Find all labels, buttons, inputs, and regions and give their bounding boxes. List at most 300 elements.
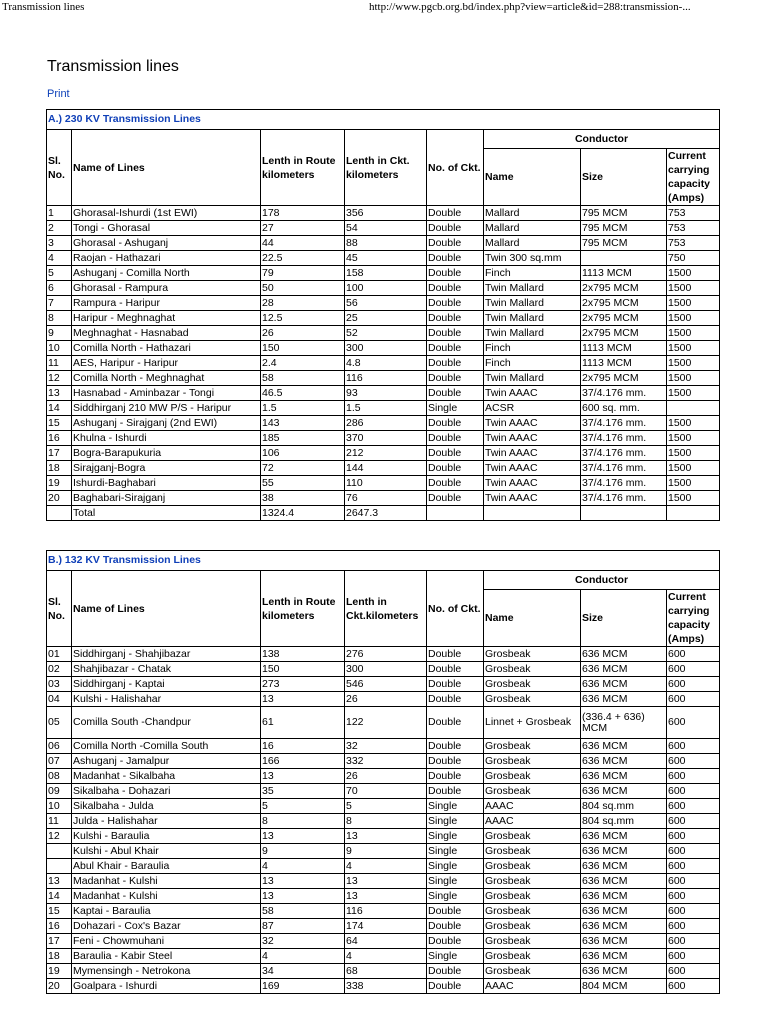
cell-sl-no: 05 — [47, 707, 72, 739]
cell-no-of-ckt: Double — [427, 784, 484, 799]
cell-sl-no: 3 — [47, 236, 72, 251]
cell-conductor-name: Finch — [484, 356, 581, 371]
cell-size: 636 MCM — [581, 949, 667, 964]
cell-conductor-name: Twin AAAC — [484, 386, 581, 401]
cell-no-of-ckt: Single — [427, 401, 484, 416]
cell-sl-no: 13 — [47, 874, 72, 889]
header-size: Size — [581, 149, 667, 206]
cell-ckt-km: 174 — [345, 919, 427, 934]
cell-line-name: Rampura - Haripur — [72, 296, 261, 311]
cell-capacity: 600 — [667, 874, 720, 889]
cell-line-name: Kulshi - Baraulia — [72, 829, 261, 844]
table-132kv-wrapper — [46, 550, 720, 994]
table-row — [47, 844, 720, 859]
cell-ckt-km: 300 — [345, 662, 427, 677]
table-row — [47, 476, 720, 491]
table-row — [47, 889, 720, 904]
cell-route-km: 150 — [261, 341, 345, 356]
cell-ckt-km: 13 — [345, 889, 427, 904]
cell-ckt-km: 9 — [345, 844, 427, 859]
cell-conductor-name: Twin Mallard — [484, 281, 581, 296]
cell-sl-no: 20 — [47, 979, 72, 994]
cell-route-km: 13 — [261, 874, 345, 889]
table-row — [47, 934, 720, 949]
cell-conductor-name: Twin Mallard — [484, 296, 581, 311]
cell-no-of-ckt: Double — [427, 677, 484, 692]
cell-no-of-ckt: Double — [427, 341, 484, 356]
cell-no-of-ckt: Double — [427, 979, 484, 994]
cell-line-name: Madanhat - Kulshi — [72, 889, 261, 904]
section-title-230kv: A.) 230 KV Transmission Lines — [47, 110, 720, 130]
table-row — [47, 221, 720, 236]
cell-conductor-name: Grosbeak — [484, 769, 581, 784]
cell-line-name: Raojan - Hathazari — [72, 251, 261, 266]
cell-conductor-name: Grosbeak — [484, 859, 581, 874]
header-route-km: Lenth in Route kilometers — [261, 571, 345, 647]
cell-size: 804 sq.mm — [581, 814, 667, 829]
cell-route-km: 1.5 — [261, 401, 345, 416]
cell-sl-no: 14 — [47, 889, 72, 904]
table-row — [47, 707, 720, 739]
cell-conductor-name: Twin Mallard — [484, 326, 581, 341]
cell-sl-no: 10 — [47, 799, 72, 814]
cell-no-of-ckt: Single — [427, 889, 484, 904]
cell-ckt-km: 100 — [345, 281, 427, 296]
cell-ckt-km: 276 — [345, 647, 427, 662]
cell-route-km: 44 — [261, 236, 345, 251]
table-row — [47, 829, 720, 844]
cell-capacity: 1500 — [667, 386, 720, 401]
cell-route-km: 1324.4 — [261, 506, 345, 521]
cell-size: 636 MCM — [581, 739, 667, 754]
cell-ckt-km: 45 — [345, 251, 427, 266]
cell-line-name: Kulshi - Halishahar — [72, 692, 261, 707]
header-name-of-lines: Name of Lines — [72, 571, 261, 647]
cell-route-km: 106 — [261, 446, 345, 461]
cell-line-name: Sikalbaha - Julda — [72, 799, 261, 814]
cell-ckt-km: 212 — [345, 446, 427, 461]
cell-ckt-km: 144 — [345, 461, 427, 476]
print-header — [0, 0, 768, 14]
cell-conductor-name: Mallard — [484, 236, 581, 251]
cell-no-of-ckt — [427, 506, 484, 521]
cell-capacity: 600 — [667, 919, 720, 934]
header-capacity: Current carrying capacity (Amps) — [667, 590, 720, 647]
cell-conductor-name: AAAC — [484, 979, 581, 994]
cell-line-name: Comilla North - Meghnaghat — [72, 371, 261, 386]
cell-ckt-km: 370 — [345, 431, 427, 446]
cell-sl-no: 20 — [47, 491, 72, 506]
cell-conductor-name: Grosbeak — [484, 754, 581, 769]
cell-ckt-km: 26 — [345, 692, 427, 707]
cell-no-of-ckt: Double — [427, 769, 484, 784]
cell-conductor-name: Finch — [484, 266, 581, 281]
table-row — [47, 356, 720, 371]
table-row — [47, 281, 720, 296]
table-row — [47, 311, 720, 326]
table-row — [47, 341, 720, 356]
cell-size: 804 MCM — [581, 979, 667, 994]
cell-ckt-km: 2647.3 — [345, 506, 427, 521]
cell-capacity: 1500 — [667, 311, 720, 326]
cell-line-name: Bogra-Barapukuria — [72, 446, 261, 461]
cell-sl-no: 6 — [47, 281, 72, 296]
cell-route-km: 22.5 — [261, 251, 345, 266]
header-size: Size — [581, 590, 667, 647]
cell-conductor-name: Mallard — [484, 221, 581, 236]
cell-route-km: 58 — [261, 904, 345, 919]
cell-sl-no: 9 — [47, 326, 72, 341]
cell-capacity: 1500 — [667, 356, 720, 371]
cell-conductor-name: Finch — [484, 341, 581, 356]
cell-size: 37/4.176 mm. — [581, 431, 667, 446]
header-no-of-ckt: No. of Ckt. — [427, 571, 484, 647]
cell-no-of-ckt: Double — [427, 647, 484, 662]
cell-no-of-ckt: Double — [427, 296, 484, 311]
cell-line-name: Julda - Halishahar — [72, 814, 261, 829]
cell-conductor-name: Grosbeak — [484, 739, 581, 754]
cell-sl-no: 19 — [47, 476, 72, 491]
cell-conductor-name: Grosbeak — [484, 829, 581, 844]
header-sl-no: Sl. No. — [47, 571, 72, 647]
cell-sl-no: 15 — [47, 904, 72, 919]
table-row — [47, 506, 720, 521]
cell-line-name: Ghorasal-Ishurdi (1st EWI) — [72, 206, 261, 221]
cell-size: 1113 MCM — [581, 266, 667, 281]
cell-size: 37/4.176 mm. — [581, 446, 667, 461]
cell-capacity: 1500 — [667, 266, 720, 281]
cell-ckt-km: 76 — [345, 491, 427, 506]
section-title-row — [47, 551, 720, 571]
cell-sl-no: 16 — [47, 919, 72, 934]
cell-capacity: 1500 — [667, 476, 720, 491]
cell-capacity: 600 — [667, 707, 720, 739]
cell-ckt-km: 110 — [345, 476, 427, 491]
cell-line-name: Goalpara - Ishurdi — [72, 979, 261, 994]
cell-no-of-ckt: Double — [427, 739, 484, 754]
header-capacity: Current carrying capacity (Amps) — [667, 149, 720, 206]
cell-line-name: Comilla North - Hathazari — [72, 341, 261, 356]
cell-no-of-ckt: Single — [427, 949, 484, 964]
cell-no-of-ckt: Double — [427, 707, 484, 739]
cell-route-km: 273 — [261, 677, 345, 692]
cell-route-km: 9 — [261, 844, 345, 859]
cell-conductor-name: Grosbeak — [484, 874, 581, 889]
table-132kv — [46, 550, 720, 994]
cell-size: 636 MCM — [581, 919, 667, 934]
cell-no-of-ckt: Double — [427, 251, 484, 266]
header-no-of-ckt: No. of Ckt. — [427, 130, 484, 206]
cell-line-name: Ashuganj - Jamalpur — [72, 754, 261, 769]
cell-route-km: 8 — [261, 814, 345, 829]
cell-no-of-ckt: Double — [427, 431, 484, 446]
cell-ckt-km: 158 — [345, 266, 427, 281]
cell-capacity: 600 — [667, 754, 720, 769]
cell-conductor-name: AAAC — [484, 814, 581, 829]
table-230kv-wrapper — [46, 109, 720, 521]
cell-no-of-ckt: Double — [427, 386, 484, 401]
cell-sl-no: 11 — [47, 356, 72, 371]
cell-size: 2x795 MCM — [581, 281, 667, 296]
table-row — [47, 979, 720, 994]
cell-ckt-km: 26 — [345, 769, 427, 784]
cell-route-km: 58 — [261, 371, 345, 386]
table-row — [47, 431, 720, 446]
cell-ckt-km: 4.8 — [345, 356, 427, 371]
cell-no-of-ckt: Single — [427, 829, 484, 844]
cell-route-km: 27 — [261, 221, 345, 236]
cell-sl-no: 12 — [47, 829, 72, 844]
cell-ckt-km: 338 — [345, 979, 427, 994]
cell-size: 37/4.176 mm. — [581, 491, 667, 506]
cell-line-name: Dohazari - Cox's Bazar — [72, 919, 261, 934]
table-row — [47, 326, 720, 341]
cell-no-of-ckt: Double — [427, 371, 484, 386]
table-row — [47, 754, 720, 769]
cell-conductor-name: Grosbeak — [484, 647, 581, 662]
cell-no-of-ckt: Single — [427, 859, 484, 874]
cell-conductor-name — [484, 506, 581, 521]
header-url: http://www.pgcb.org.bd/index.php?view=article&id=288:transmission-... — [369, 1, 691, 13]
cell-capacity: 600 — [667, 844, 720, 859]
cell-capacity: 1500 — [667, 461, 720, 476]
cell-line-name: Sirajganj-Bogra — [72, 461, 261, 476]
page-title: Transmission lines — [47, 58, 179, 75]
cell-no-of-ckt: Double — [427, 281, 484, 296]
cell-sl-no: 10 — [47, 341, 72, 356]
cell-conductor-name: Linnet + Grosbeak — [484, 707, 581, 739]
header-ckt-km: Lenth in Ckt.kilometers — [345, 571, 427, 647]
cell-capacity: 600 — [667, 829, 720, 844]
cell-size: 2x795 MCM — [581, 296, 667, 311]
cell-ckt-km: 68 — [345, 964, 427, 979]
cell-no-of-ckt: Double — [427, 326, 484, 341]
cell-size — [581, 251, 667, 266]
cell-capacity: 600 — [667, 949, 720, 964]
cell-conductor-name: Grosbeak — [484, 919, 581, 934]
cell-conductor-name: Twin Mallard — [484, 371, 581, 386]
cell-no-of-ckt: Double — [427, 461, 484, 476]
cell-sl-no: 4 — [47, 251, 72, 266]
cell-ckt-km: 13 — [345, 874, 427, 889]
cell-route-km: 4 — [261, 859, 345, 874]
header-row — [47, 130, 720, 149]
cell-line-name: Siddhirganj 210 MW P/S - Haripur — [72, 401, 261, 416]
cell-ckt-km: 52 — [345, 326, 427, 341]
cell-size — [581, 506, 667, 521]
cell-conductor-name: Grosbeak — [484, 784, 581, 799]
cell-capacity: 600 — [667, 769, 720, 784]
cell-sl-no: 1 — [47, 206, 72, 221]
print-link[interactable]: Print — [47, 88, 70, 100]
cell-route-km: 178 — [261, 206, 345, 221]
cell-capacity: 600 — [667, 662, 720, 677]
cell-size: 636 MCM — [581, 769, 667, 784]
cell-ckt-km: 13 — [345, 829, 427, 844]
cell-conductor-name: ACSR — [484, 401, 581, 416]
table-row — [47, 416, 720, 431]
cell-line-name: Kaptai - Baraulia — [72, 904, 261, 919]
cell-ckt-km: 4 — [345, 859, 427, 874]
cell-size: 804 sq.mm — [581, 799, 667, 814]
cell-route-km: 166 — [261, 754, 345, 769]
cell-sl-no: 15 — [47, 416, 72, 431]
cell-size: 636 MCM — [581, 874, 667, 889]
cell-capacity: 600 — [667, 934, 720, 949]
cell-conductor-name: Grosbeak — [484, 934, 581, 949]
cell-route-km: 13 — [261, 829, 345, 844]
header-sl-no: Sl. No. — [47, 130, 72, 206]
cell-sl-no: 12 — [47, 371, 72, 386]
cell-ckt-km: 70 — [345, 784, 427, 799]
cell-conductor-name: Grosbeak — [484, 844, 581, 859]
table-row — [47, 949, 720, 964]
cell-ckt-km: 356 — [345, 206, 427, 221]
table-row — [47, 236, 720, 251]
cell-route-km: 16 — [261, 739, 345, 754]
cell-line-name: Ishurdi-Baghabari — [72, 476, 261, 491]
cell-sl-no: 18 — [47, 949, 72, 964]
cell-no-of-ckt: Double — [427, 416, 484, 431]
cell-ckt-km: 300 — [345, 341, 427, 356]
cell-capacity: 1500 — [667, 296, 720, 311]
cell-route-km: 169 — [261, 979, 345, 994]
cell-line-name: Sikalbaha - Dohazari — [72, 784, 261, 799]
cell-no-of-ckt: Double — [427, 964, 484, 979]
cell-line-name: Shahjibazar - Chatak — [72, 662, 261, 677]
cell-capacity: 600 — [667, 739, 720, 754]
cell-conductor-name: Twin AAAC — [484, 461, 581, 476]
cell-line-name: Ashuganj - Sirajganj (2nd EWI) — [72, 416, 261, 431]
cell-no-of-ckt: Double — [427, 692, 484, 707]
cell-no-of-ckt: Double — [427, 356, 484, 371]
table-row — [47, 739, 720, 754]
cell-line-name: Meghnaghat - Hasnabad — [72, 326, 261, 341]
section-title-row — [47, 110, 720, 130]
table-row — [47, 874, 720, 889]
cell-sl-no: 09 — [47, 784, 72, 799]
cell-route-km: 12.5 — [261, 311, 345, 326]
cell-line-name: Siddhirganj - Shahjibazar — [72, 647, 261, 662]
cell-size: 795 MCM — [581, 221, 667, 236]
table-row — [47, 296, 720, 311]
cell-no-of-ckt: Double — [427, 311, 484, 326]
cell-size: 795 MCM — [581, 206, 667, 221]
table-row — [47, 769, 720, 784]
cell-sl-no: 11 — [47, 814, 72, 829]
cell-line-name: Baraulia - Kabir Steel — [72, 949, 261, 964]
cell-route-km: 72 — [261, 461, 345, 476]
cell-sl-no: 8 — [47, 311, 72, 326]
cell-sl-no: 5 — [47, 266, 72, 281]
cell-capacity: 753 — [667, 236, 720, 251]
cell-ckt-km: 56 — [345, 296, 427, 311]
cell-conductor-name: Twin 300 sq.mm — [484, 251, 581, 266]
table-row — [47, 251, 720, 266]
cell-sl-no: 04 — [47, 692, 72, 707]
cell-sl-no: 16 — [47, 431, 72, 446]
cell-sl-no: 17 — [47, 446, 72, 461]
cell-no-of-ckt: Double — [427, 266, 484, 281]
cell-line-name: Kulshi - Abul Khair — [72, 844, 261, 859]
cell-size: 636 MCM — [581, 829, 667, 844]
cell-line-name: Tongi - Ghorasal — [72, 221, 261, 236]
cell-sl-no — [47, 506, 72, 521]
cell-size: 600 sq. mm. — [581, 401, 667, 416]
cell-line-name: Hasnabad - Aminbazar - Tongi — [72, 386, 261, 401]
cell-sl-no: 07 — [47, 754, 72, 769]
cell-line-name: Ghorasal - Rampura — [72, 281, 261, 296]
header-conductor: Conductor — [484, 130, 720, 149]
cell-ckt-km: 54 — [345, 221, 427, 236]
cell-line-name: Comilla North -Comilla South — [72, 739, 261, 754]
cell-sl-no: 08 — [47, 769, 72, 784]
cell-ckt-km: 116 — [345, 371, 427, 386]
cell-capacity: 600 — [667, 799, 720, 814]
cell-route-km: 185 — [261, 431, 345, 446]
cell-ckt-km: 4 — [345, 949, 427, 964]
cell-line-name: Madanhat - Sikalbaha — [72, 769, 261, 784]
table-row — [47, 677, 720, 692]
cell-line-name: Comilla South -Chandpur — [72, 707, 261, 739]
cell-no-of-ckt: Double — [427, 934, 484, 949]
cell-sl-no: 2 — [47, 221, 72, 236]
cell-capacity: 753 — [667, 206, 720, 221]
header-name-of-lines: Name of Lines — [72, 130, 261, 206]
cell-capacity: 1500 — [667, 281, 720, 296]
cell-route-km: 28 — [261, 296, 345, 311]
cell-no-of-ckt: Double — [427, 919, 484, 934]
cell-ckt-km: 332 — [345, 754, 427, 769]
cell-sl-no: 03 — [47, 677, 72, 692]
header-conductor-name: Name — [484, 590, 581, 647]
cell-no-of-ckt: Double — [427, 662, 484, 677]
cell-ckt-km: 1.5 — [345, 401, 427, 416]
cell-ckt-km: 8 — [345, 814, 427, 829]
cell-ckt-km: 5 — [345, 799, 427, 814]
cell-line-name: Ashuganj - Comilla North — [72, 266, 261, 281]
table-row — [47, 784, 720, 799]
table-row — [47, 814, 720, 829]
cell-route-km: 2.4 — [261, 356, 345, 371]
cell-capacity: 600 — [667, 784, 720, 799]
cell-route-km: 46.5 — [261, 386, 345, 401]
cell-conductor-name: Twin AAAC — [484, 416, 581, 431]
cell-capacity: 1500 — [667, 446, 720, 461]
cell-route-km: 79 — [261, 266, 345, 281]
cell-sl-no: 02 — [47, 662, 72, 677]
cell-conductor-name: Grosbeak — [484, 677, 581, 692]
cell-sl-no: 19 — [47, 964, 72, 979]
cell-ckt-km: 93 — [345, 386, 427, 401]
cell-size: 636 MCM — [581, 859, 667, 874]
cell-route-km: 61 — [261, 707, 345, 739]
cell-capacity: 1500 — [667, 326, 720, 341]
cell-size: 636 MCM — [581, 889, 667, 904]
cell-sl-no — [47, 859, 72, 874]
cell-line-name: Siddhirganj - Kaptai — [72, 677, 261, 692]
cell-route-km: 26 — [261, 326, 345, 341]
cell-size: 636 MCM — [581, 662, 667, 677]
cell-sl-no: 17 — [47, 934, 72, 949]
table-row — [47, 461, 720, 476]
cell-conductor-name: AAAC — [484, 799, 581, 814]
cell-capacity: 600 — [667, 692, 720, 707]
table-row — [47, 904, 720, 919]
cell-capacity: 600 — [667, 677, 720, 692]
table-row — [47, 647, 720, 662]
cell-conductor-name: Grosbeak — [484, 662, 581, 677]
